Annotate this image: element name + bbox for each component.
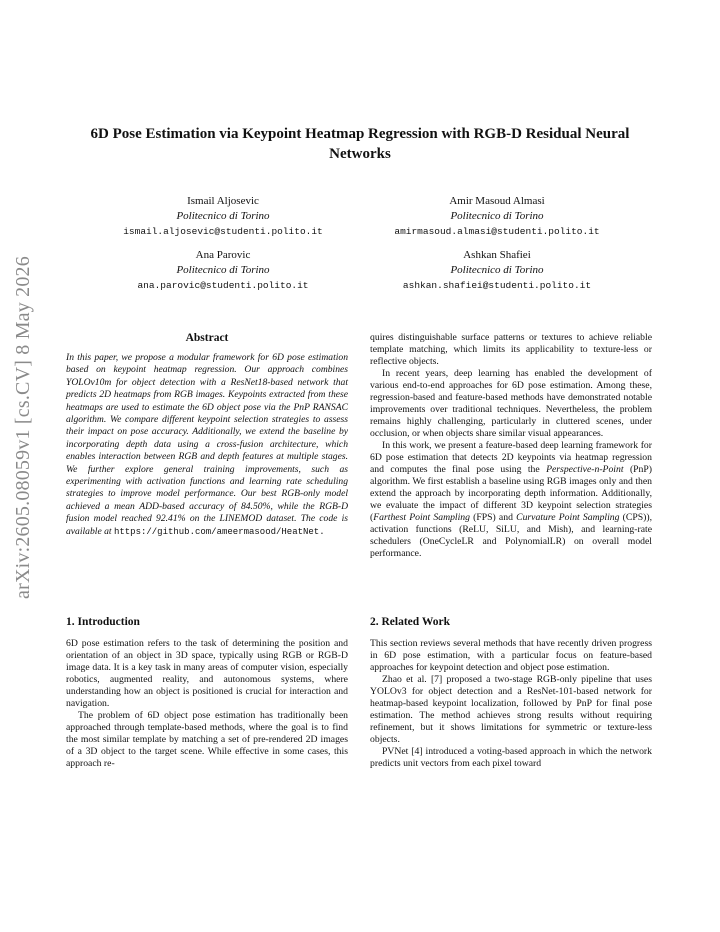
author-block-2 — [362, 194, 632, 239]
related-work-section — [370, 638, 652, 770]
text-run-italic: Farthest Point Sampling — [373, 512, 470, 523]
text-run-italic: Perspective-n-Point — [546, 464, 624, 475]
code-url-link[interactable]: https://github.com/ameermasood/HeatNet. — [113, 526, 325, 537]
author-email: ismail.aljosevic@studenti.polito.it — [123, 226, 323, 237]
author-affiliation: Politecnico di Torino — [450, 264, 544, 276]
arxiv-identifier-text: arXiv:2605.08059v1 [cs.CV] 8 May 2026 — [11, 255, 34, 599]
text-run: (FPS) and — [473, 512, 513, 523]
author-email: ashkan.shafiei@studenti.polito.it — [402, 280, 592, 291]
author-affiliation: Politecnico di Torino — [176, 264, 270, 276]
intro-paragraph-2: The problem of 6D object pose estimation has traditionally been approached through template-based methods, where the goal is to find the most similar template by matching a set of pre-rendered 2D images of a 3D object to the target scene. While effective in some cases, this approach re- — [66, 710, 348, 769]
paper-title: 6D Pose Estimation via Keypoint Heatmap Regression with RGB-D Residual Neural Networks — [90, 126, 630, 162]
intro-paragraph-4: In recent years, deep learning has enabled the development of various end-to-end approaches for 6D pose estimation. Among these, regression-based and feature-based methods have demonstrated notable improvements over traditional techniques. Nevertheless, the problem remains highly challenging, particularly in cluttered scenes, under occlusion, or when objects share similar visual appearances. — [370, 368, 652, 439]
related-paragraph-2: Zhao et al. [7] proposed a two-stage RGB-only pipeline that uses YOLOv3 for object detection and a ResNet-101-based network for heatmap-based keypoint localization, followed by PnP for final pose estimation. The method achieves strong results without requiring refinement, but it shows limitations for symmetric or texture-less objects. — [370, 674, 652, 745]
related-paragraph-3: PVNet [4] introduced a voting-based approach in which the network predicts unit vectors from each pixel toward — [370, 746, 652, 769]
related-work-heading: 2. Related Work — [370, 616, 450, 628]
text-run: In this work, we present a feature-based deep learning framework for 6D pose estimation that detects 2D keypoints via heatmap regression and computes the final pose using the — [370, 440, 652, 475]
intro-paragraph-3: quires distinguishable surface patterns or textures to achieve reliable template matching, which limits its applicability to texture-less or reflective objects. — [370, 332, 652, 367]
author-block-1 — [88, 194, 358, 239]
author-name: Ashkan Shafiei — [463, 249, 531, 261]
author-name: Amir Masoud Almasi — [449, 195, 545, 207]
author-name: Ismail Aljosevic — [187, 195, 259, 207]
right-column-intro-continued — [370, 332, 652, 560]
intro-section — [66, 638, 348, 770]
author-name: Ana Parovic — [195, 249, 251, 261]
intro-heading: 1. Introduction — [66, 616, 140, 628]
author-affiliation: Politecnico di Torino — [176, 210, 270, 222]
arxiv-identifier — [0, 255, 46, 599]
text-run: (CPS)), activation functions (ReLU, SiLU, and Mish), and learning-rate schedulers (OneCycleLR and PolynomialLR) on overall model performance. — [370, 512, 653, 559]
related-paragraph-1: This section reviews several methods that have recently driven progress in 6D pose estimation, with a particular focus on feature-based approaches for keypoint detection and object pose estimation. — [370, 638, 652, 673]
author-email: amirmasoud.almasi@studenti.polito.it — [394, 226, 600, 237]
abstract-body — [66, 352, 348, 538]
abstract-heading: Abstract — [185, 332, 229, 344]
intro-paragraph-5 — [370, 440, 652, 560]
text-run: (PnP) algorithm. We first establish a baseline using RGB images only and then extend the approach by incorporating depth information. Additionally, we evaluate the impact of different 3D keypoint selection strategies ( — [370, 464, 653, 523]
author-affiliation: Politecnico di Torino — [450, 210, 544, 222]
author-block-3 — [88, 248, 358, 293]
text-run-italic: Curvature Point Sampling — [516, 512, 620, 523]
intro-paragraph-1: 6D pose estimation refers to the task of determining the position and orientation of an object in 3D space, typically using RGB or RGB-D image data. It is a key task in many areas of computer vision, especially robotics, augmented reality, and autonomous systems, where understanding how an object is positioned is crucial for interaction and navigation. — [66, 638, 348, 709]
author-email: ana.parovic@studenti.polito.it — [137, 280, 309, 291]
author-block-4 — [362, 248, 632, 293]
abstract-text: In this paper, we propose a modular framework for 6D pose estimation based on keypoint heatmap regression. Our approach combines YOLOv10m for object detection with a ResNet18-based network that predicts 2D heatmaps from RGB images. Keypoints extracted from these heatmaps are used to estimate the 6D object pose via the PnP RANSAC algorithm. We compare different keypoint selection strategies to assess their impact on pose accuracy. Additionally, we extend the baseline by incorporating depth data using a cross-fusion architecture, which enables interaction between RGB and depth features at multiple stages. We further explore general training improvements, such as experimenting with activation functions and learning rate scheduling strategies to improve model performance. Our best RGB-only model achieved a mean ADD-based accuracy of 84.50%, while the RGB-D fusion model reached 92.41% on the LINEMOD dataset. The code is available at — [66, 352, 348, 537]
